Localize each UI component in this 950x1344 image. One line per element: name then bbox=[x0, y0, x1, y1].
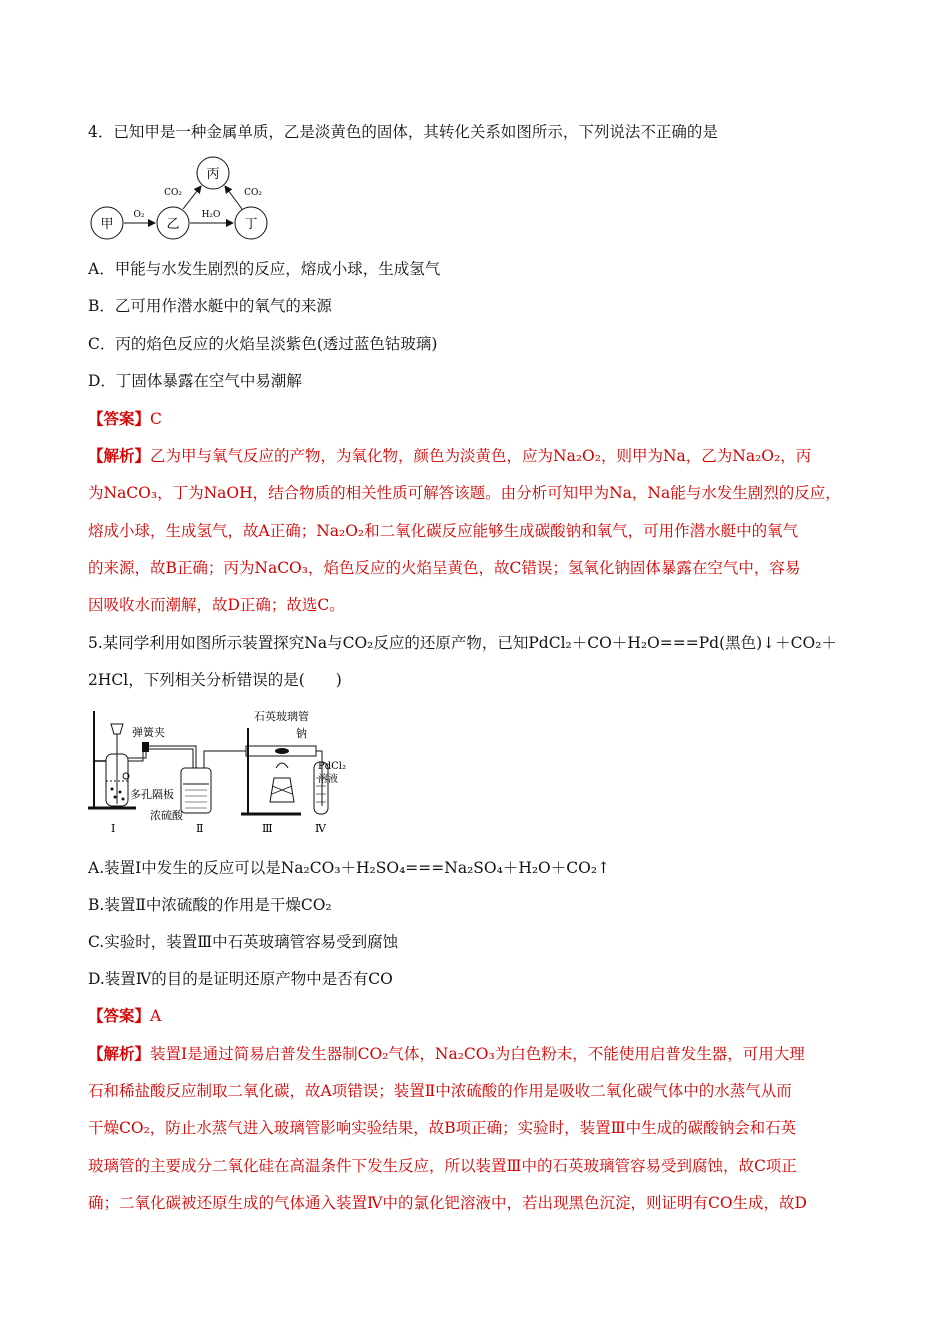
q4-analysis-line-1 bbox=[88, 446, 864, 466]
q4-option-d: D．丁固体暴露在空气中易潮解 bbox=[88, 372, 302, 390]
label-apparatus-1: Ⅰ bbox=[111, 822, 116, 835]
q5-option-a: A.装置Ⅰ中发生的反应可以是Na₂CO₃＋H₂SO₄===Na₂SO₄＋H₂O＋CO₂↑ bbox=[88, 859, 611, 877]
analysis-tag: 【解析】 bbox=[88, 446, 151, 465]
label-o2: O₂ bbox=[133, 210, 145, 220]
label-h2o: H₂O bbox=[201, 210, 221, 220]
q4-analysis-line-4: 的来源，故B正确；丙为NaCO₃，焰色反应的火焰呈黄色，故C错误；氢氧化钠固体暴露在空气中，容易 bbox=[88, 559, 801, 577]
label-conc-acid: 浓硫酸 bbox=[150, 809, 183, 822]
q4-conversion-diagram bbox=[86, 155, 286, 245]
q4-analysis-line-3: 熔成小球，生成氢气，故A正确；Na₂O₂和二氧化碳反应能够生成碳酸钠和氧气，可用作潜水艇中的氧气 bbox=[88, 522, 799, 540]
q5-option-b: B.装置Ⅱ中浓硫酸的作用是干燥CO₂ bbox=[88, 896, 332, 914]
answer-tag: 【答案】 bbox=[88, 409, 151, 428]
node-jia: 甲 bbox=[100, 217, 114, 232]
q4-analysis-line-5: 因吸收水而潮解，故D正确；故选C。 bbox=[88, 596, 345, 614]
node-bing: 丙 bbox=[206, 167, 220, 182]
node-yi: 乙 bbox=[166, 217, 180, 232]
label-apparatus-2: Ⅱ bbox=[196, 822, 204, 835]
answer-tag: 【答案】 bbox=[88, 1006, 151, 1025]
label-porous-plate: 多孔隔板 bbox=[130, 788, 174, 801]
analysis-tag: 【解析】 bbox=[88, 1044, 151, 1063]
q4-answer bbox=[88, 409, 864, 429]
q5-analysis-line-4: 玻璃管的主要成分二氧化硅在高温条件下发生反应，所以装置Ⅲ中的石英玻璃管容易受到腐蚀，故C项正 bbox=[88, 1157, 797, 1175]
label-quartz-tube: 石英玻璃管 bbox=[254, 710, 309, 723]
label-spring-clamp: 弹簧夹 bbox=[132, 726, 165, 739]
label-apparatus-3: Ⅲ bbox=[262, 822, 273, 835]
q5-analysis-line-5: 确；二氧化碳被还原生成的气体通入装置Ⅳ中的氯化钯溶液中，若出现黑色沉淀，则证明有CO生成，故D bbox=[88, 1194, 807, 1212]
q4-option-b: B．乙可用作潜水艇中的氧气的来源 bbox=[88, 297, 332, 315]
label-apparatus-4: Ⅳ bbox=[315, 822, 326, 835]
answer-value: A bbox=[150, 1007, 162, 1025]
q4-stem: 4．已知甲是一种金属单质，乙是淡黄色的固体，其转化关系如图所示，下列说法不正确的是 bbox=[88, 123, 718, 141]
q5-option-c: C.实验时，装置Ⅲ中石英玻璃管容易受到腐蚀 bbox=[88, 933, 399, 951]
analysis-text: 乙为甲与氧气反应的产物，为氧化物，颜色为淡黄色，应为Na₂O₂，则甲为Na，乙为Na₂O₂，丙 bbox=[150, 447, 812, 465]
analysis-text: 装置Ⅰ是通过简易启普发生器制CO₂气体，Na₂CO₃为白色粉末，不能使用启普发生器，可用大理 bbox=[150, 1045, 805, 1063]
q5-option-d: D.装置Ⅳ的目的是证明还原产物中是否有CO bbox=[88, 970, 393, 988]
label-co2-left: CO₂ bbox=[164, 188, 182, 198]
answer-value: C bbox=[150, 410, 162, 428]
q5-answer bbox=[88, 1006, 864, 1026]
q4-analysis-line-2: 为NaCO₃，丁为NaOH，结合物质的相关性质可解答该题。由分析可知甲为Na，Na能与水发生剧烈的反应， bbox=[88, 484, 841, 502]
q5-apparatus-diagram bbox=[86, 706, 346, 841]
label-co2-right: CO₂ bbox=[244, 188, 262, 198]
q4-option-a: A．甲能与水发生剧烈的反应，熔成小球，生成氢气 bbox=[88, 260, 441, 278]
q5-stem-line-1: 5.某同学利用如图所示装置探究Na与CO₂反应的还原产物，已知PdCl₂＋CO＋H₂O===Pd(黑色)↓＋CO₂＋ bbox=[88, 634, 837, 652]
label-pdcl2: PdCl₂ bbox=[318, 761, 346, 772]
node-ding: 丁 bbox=[244, 217, 258, 232]
q4-option-c: C．丙的焰色反应的火焰呈淡紫色(透过蓝色钴玻璃) bbox=[88, 335, 438, 353]
q5-analysis-line-2: 石和稀盐酸反应制取二氧化碳，故A项错误；装置Ⅱ中浓硫酸的作用是吸收二氧化碳气体中的水蒸气从而 bbox=[88, 1082, 792, 1100]
label-sodium: 钠 bbox=[296, 727, 307, 740]
q5-stem-line-2: 2HCl，下列相关分析错误的是( ) bbox=[88, 671, 342, 689]
q5-analysis-line-1 bbox=[88, 1044, 864, 1064]
q5-analysis-line-3: 干燥CO₂，防止水蒸气进入玻璃管影响实验结果，故B项正确；实验时，装置Ⅲ中生成的碳酸钠会和石英 bbox=[88, 1119, 797, 1137]
label-solution: 溶液 bbox=[318, 774, 338, 785]
